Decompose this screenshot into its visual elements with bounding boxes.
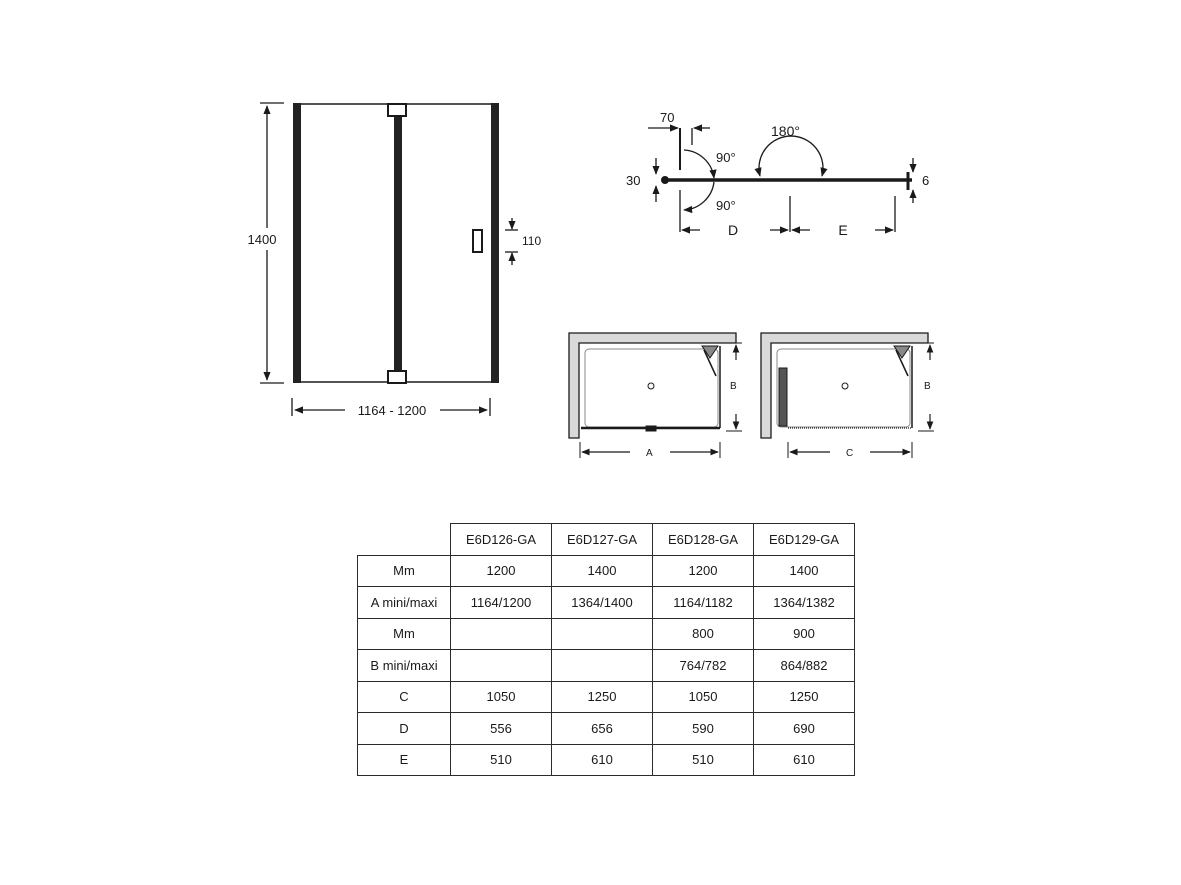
table-cell (451, 618, 552, 650)
row-label: Mm (358, 618, 451, 650)
table-cell: 510 (653, 744, 754, 776)
row-label: C (358, 681, 451, 713)
table-cell: 1250 (754, 681, 855, 713)
table-row (358, 618, 855, 650)
table-cell: 590 (653, 713, 754, 745)
angle-90-top-label: 90° (716, 150, 736, 165)
row-label: A mini/maxi (358, 587, 451, 619)
table-cell: 1164/1182 (653, 587, 754, 619)
dim-e-label: E (838, 222, 848, 238)
table-corner-cell (358, 524, 451, 556)
row-label: E (358, 744, 451, 776)
dim-30-label: 30 (626, 173, 641, 188)
column-header: E6D128-GA (653, 524, 754, 556)
table-cell (552, 650, 653, 682)
install-1-depth-label: B (730, 381, 737, 392)
table-cell: 1050 (653, 681, 754, 713)
table-cell: 1200 (451, 555, 552, 587)
table-cell: 1164/1200 (451, 587, 552, 619)
angle-90-bottom-label: 90° (716, 198, 736, 213)
table-cell: 1050 (451, 681, 552, 713)
column-header: E6D129-GA (754, 524, 855, 556)
table-cell: 510 (451, 744, 552, 776)
door-handle-icon (473, 230, 482, 252)
table-cell (451, 650, 552, 682)
top-view-swing-diagram (648, 128, 913, 232)
angle-180-label: 180° (771, 123, 800, 139)
table-row (358, 587, 855, 619)
table-row (358, 555, 855, 587)
handle-dimension (505, 218, 518, 265)
dim-70-label: 70 (660, 110, 675, 125)
table-cell: 764/782 (653, 650, 754, 682)
table-cell: 690 (754, 713, 855, 745)
table-cell: 864/882 (754, 650, 855, 682)
table-row (358, 681, 855, 713)
install-2-depth-label: B (924, 381, 931, 392)
column-header: E6D126-GA (451, 524, 552, 556)
dim-6-label: 6 (922, 173, 930, 188)
install-1-width-label: A (646, 448, 653, 459)
table-cell: 610 (754, 744, 855, 776)
table-cell: 1400 (552, 555, 653, 587)
install-2-width-label: C (846, 448, 854, 459)
row-label: D (358, 713, 451, 745)
table-cell: 1400 (754, 555, 855, 587)
shower-panel-frame (293, 103, 499, 383)
table-cell: 900 (754, 618, 855, 650)
row-label: Mm (358, 555, 451, 587)
table-cell: 610 (552, 744, 653, 776)
table-cell (552, 618, 653, 650)
dimensions-table (357, 523, 855, 776)
install-view-with-side-panel (761, 333, 934, 458)
width-dimension-label: 1164 - 1200 (357, 403, 427, 418)
table-cell: 1250 (552, 681, 653, 713)
install-view-corner (569, 333, 742, 458)
height-dimension-label: 1400 (247, 232, 277, 247)
table-cell: 1364/1382 (754, 587, 855, 619)
column-header: E6D127-GA (552, 524, 653, 556)
table-row (358, 650, 855, 682)
table-cell: 656 (552, 713, 653, 745)
row-label: B mini/maxi (358, 650, 451, 682)
table-cell: 556 (451, 713, 552, 745)
table-cell: 1364/1400 (552, 587, 653, 619)
table-cell: 800 (653, 618, 754, 650)
table-row (358, 713, 855, 745)
table-header-row (358, 524, 855, 556)
dim-d-label: D (727, 222, 739, 238)
handle-dimension-label: 110 (522, 234, 542, 248)
table-row (358, 744, 855, 776)
table-cell: 1200 (653, 555, 754, 587)
